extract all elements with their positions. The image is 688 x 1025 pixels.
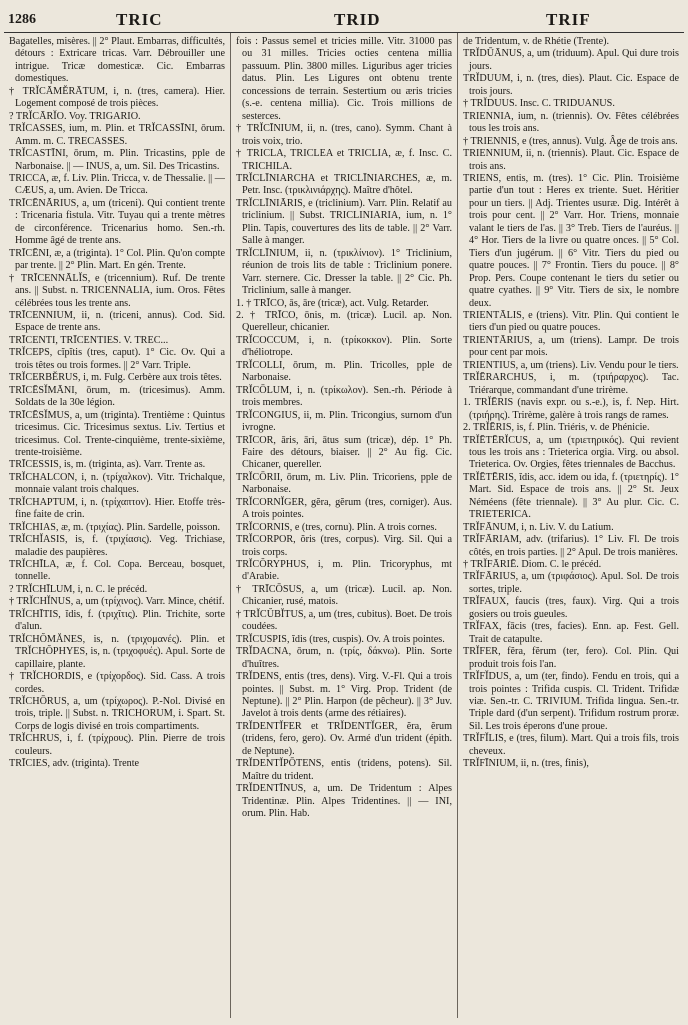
dictionary-entry: TRĬDENS, entis (tres, dens). Virg. V.-Fl. Qui a trois pointes. || Subst. m. 1° Virg. Prop. Trident (de Neptune). || 2° Plin. Harpon (de pêcheur). || 3° Juv. Javelot à trois dents (arme des rétiaires). bbox=[236, 671, 452, 720]
dictionary-entry: TRĪCENNIUM, ii, n. (triceni, annus). Cod. Sid. Espace de trente ans. bbox=[9, 309, 225, 334]
dictionary-entry: TRĬCORPOR, ŏris (tres, corpus). Virg. Sil. Qui a trois corps. bbox=[236, 534, 452, 558]
dictionary-entry: TRĬCHŎMĂNES, is, n. (τριχομανές). Plin. et TRĬCHŎPHYES, is, n. (τριχοφυές). Apul. Sorte de capillaire, plante. bbox=[9, 633, 225, 670]
dictionary-entry: TRĪCIES, adv. (triginta). Trente bbox=[9, 758, 140, 770]
dictionary-entry: TRĪCĒNI, æ, a (triginta). 1° Col. Plin. Qu'on compte par trente. || 2° Plin. Mart. En gén. Trente. bbox=[9, 247, 225, 272]
columns bbox=[4, 33, 684, 1018]
dictionary-entry: TRICCA, æ, f. Liv. Plin. Tricca, v. de Thessalie. || — CÆUS, a, um. Avien. De Tricca. bbox=[9, 172, 225, 197]
dictionary-entry: TRĬCŌRII, ōrum, m. Liv. Plin. Tricoriens, pple de Narbonaise. bbox=[236, 471, 452, 496]
dictionary-entry: ? TRĬCHĪLUM, i, n. C. le précéd. bbox=[9, 583, 148, 595]
dictionary-entry: TRIENNIUM, ii, n. (triennis). Plaut. Cic. Espace de trois ans. bbox=[463, 148, 679, 172]
dictionary-entry: TRĬCERBĔRUS, i, m. Fulg. Cerbère aux trois têtes. bbox=[9, 372, 222, 384]
running-header bbox=[4, 6, 684, 33]
dictionary-entry: TRĬFĬDUS, a, um (ter, findo). Fendu en trois, qui a trois pointes : Trifida cuspis. Cl. Trident. Trifidæ viæ. Sen.-tr. C. TRIVIUM. Trifida lingua. Sen.-tr. Triple dard (d'un serpent). Trifidum rostrum proræ. Sil. Les trois éperons d'une proue. bbox=[463, 671, 679, 732]
dictionary-entry: TRĪCĒSĬMUS, a, um (triginta). Trentième : Quintus tricesimus. Cic. Tricesimus sextus. Liv. Tertius et tricesimus. Col. Trente-cinquième, trente-sixième, trente-troisième. bbox=[9, 409, 225, 458]
dictionary-entry: TRĬCHŌRUS, a, um (τρίχωρος). P.-Nol. Divisé en trois, triple. || Subst. n. TRICHORUM, i. Spart. St. Corps de logis divisé en trois compartiments. bbox=[9, 696, 225, 732]
dictionary-entry: † TRICLA, TRICLEA et TRICLIA, æ, f. Insc. C. TRICHILA. bbox=[236, 148, 452, 172]
dictionary-entry: TRĬCASSES, ium, m. Plin. et TRĬCASSĪNI, ōrum. Amm. m. C. TRECASSES. bbox=[9, 123, 225, 147]
dictionary-entry: de Tridentum, v. de Rhétie (Trente). bbox=[463, 36, 610, 47]
dictionary-entry: TRĬCOLLI, ōrum, m. Plin. Tricolles, pple de Narbonaise. bbox=[236, 359, 452, 384]
dictionary-entry: TRĬCŎRYPHUS, i, m. Plin. Tricoryphus, mt d'Arabie. bbox=[236, 559, 452, 583]
dictionary-entry: † TRĬCŬBĬTUS, a, um (tres, cubitus). Boet. De trois coudées. bbox=[236, 608, 452, 633]
dictionary-entry: TRĬĒRARCHUS, i, m. (τριήραρχος). Tac. Triérarque, commandant d'une trirème. bbox=[463, 372, 679, 396]
dictionary-entry: 2. † TRĪCO, ōnis, m. (tricæ). Lucil. ap. Non. Querelleur, chicanier. bbox=[236, 309, 452, 334]
dictionary-entry: Bagatelles, misères. || 2° Plaut. Embarras, difficultés, détours : Extricare tricas. Varr. Débrouiller une intrigue. Tricæ domesticæ. Cic. Embarras domestiques. bbox=[9, 36, 225, 85]
dictionary-entry: TRĬDACNA, ōrum, n. (τρίς, δάκνω). Plin. Sorte d'huîtres. bbox=[236, 646, 452, 670]
dictionary-entry: † TRIENNIS, e (tres, annus). Vulg. Âge de trois ans. bbox=[463, 135, 678, 147]
dictionary-entry: TRĬDŪĀNUS, a, um (triduum). Apul. Qui dure trois jours. bbox=[463, 48, 679, 72]
dictionary-entry: TRĬCORNIS, e (tres, cornu). Plin. A trois cornes. bbox=[236, 521, 437, 533]
dictionary-entry: TRĬCHALCON, i, n. (τρίχαλκον). Vitr. Trichalque, monnaie valant trois chalques. bbox=[9, 471, 225, 496]
dictionary-entry: TRĬDENTĬPŌTENS, entis (tridens, potens). Sil. Maître du trident. bbox=[236, 758, 452, 782]
dictionary-entry: TRĬCHĬASIS, is, f. (τριχίασις). Veg. Trichiase, maladie des paupières. bbox=[9, 534, 225, 558]
dictionary-entry: TRĬFAUX, faucis (tres, faux). Virg. Qui a trois gosiers ou trois gueules. bbox=[463, 596, 679, 620]
dictionary-entry: TRIENTĀRIUS, a, um (triens). Lampr. De trois pour cent par mois. bbox=[463, 334, 679, 359]
dictionary-entry: † TRĬCĀMĔRĀTUM, i, n. (tres, camera). Hier. Logement composé de trois pièces. bbox=[9, 85, 225, 110]
column-left bbox=[4, 33, 230, 1018]
dictionary-entry: TRĬCASTĪNI, ōrum, m. Plin. Tricastins, pple de Narbonaise. || — INUS, a, um. Sil. Des Tricastins. bbox=[9, 148, 225, 172]
dictionary-entry: TRĬCUSPIS, ĭdis (tres, cuspis). Ov. A trois pointes. bbox=[236, 633, 445, 645]
column-right bbox=[457, 33, 684, 1018]
dictionary-entry: TRĪCENTI, TRĪCENTIES. V. TREC... bbox=[9, 334, 169, 346]
dictionary-entry: TRĬCHRUS, i, f. (τρίχρους). Plin. Pierre de trois couleurs. bbox=[9, 733, 225, 757]
dictionary-entry: TRĬFĬLIS, e (tres, filum). Mart. Qui a trois fils, trois cheveux. bbox=[463, 733, 679, 757]
dictionary-entry: TRĬCHĪLA, æ, f. Col. Copa. Berceau, bosquet, tonnelle. bbox=[9, 559, 225, 583]
dictionary-entry: † TRĪCŌSUS, a, um (tricæ). Lucil. ap. Non. Chicanier, rusé, matois. bbox=[236, 583, 452, 608]
dictionary-entry: TRĪCĒNĀRIUS, a, um (triceni). Qui contient trente : Tricenaria fistula. Vitr. Tuyau qui a trente mètres de circonférence. Tricenarius homo. Sen.-rh. Homme âgé de trente ans. bbox=[9, 197, 225, 247]
guide-word-center: TRID bbox=[334, 10, 381, 29]
dictionary-entry: TRĪCĒSĬMĀNI, ōrum, m. (tricesimus). Amm. Soldats de la 30e légion. bbox=[9, 384, 225, 409]
dictionary-entry: TRĬFĪNIUM, ii, n. (tres, finis), bbox=[463, 758, 589, 770]
dictionary-entry: TRĬCEPS, cĭpĭtis (tres, caput). 1° Cic. Ov. Qui a trois têtes ou trois formes. || 2° Varr. Triple. bbox=[9, 347, 225, 371]
dictionary-entry: † TRĬCHĬNUS, a, um (τρίχινος). Varr. Mince, chétif. bbox=[9, 596, 225, 608]
dictionary-entry: TRĬDENTĬFER et TRĬDENTĬGER, ĕra, ĕrum (tridens, fero, gero). Ov. Armé d'un trident (épith. de Neptune). bbox=[236, 720, 452, 757]
guide-word-right: TRIF bbox=[546, 10, 591, 29]
dictionary-entry: TRĬĒTĒRĬCUS, a, um (τριετηρικός). Qui revient tous les trois ans : Trieterica orgia. Virg. ou absol. Trieterica. Ov. Orgies, fêtes triennales de Bacchus. bbox=[463, 434, 679, 471]
dictionary-entry: fois : Passus semel et tricies mille. Vitr. 31000 pas ou 31 milles. Tricies octies centena millia passuum. Plin. 3800 milles. Liguribus ager tricies datus. Plin. Les Ligures ont obtenu trente concessions de terrain. Sestertium ou æris tricies (s.-e. centena millia). Cic. Trois millions de sesterces. bbox=[236, 36, 452, 122]
dictionary-entry: † TRĬFĀRIĒ. Diom. C. le précéd. bbox=[463, 559, 602, 571]
dictionary-entry: TRĬCHIAS, æ, m. (τριχίας). Plin. Sardelle, poisson. bbox=[9, 521, 221, 533]
dictionary-entry: TRĬĒTĒRIS, ĭdis, acc. idem ou ida, f. (τριετηρίς). 1° Mart. Sid. Espace de trois ans. || 2° St. Jeux Néméens (fête triennale). || 3° Au plur. Cic. C. TRIETERICA. bbox=[463, 471, 679, 521]
dictionary-entry: TRĬCŌLUM, i, n. (τρίκωλον). Sen.-rh. Période à trois membres. bbox=[236, 384, 452, 409]
page-number: 1286 bbox=[8, 12, 36, 27]
dictionary-entry: TRIENS, entis, m. (tres). 1° Cic. Plin. Troisième partie d'un tout : Heres ex triente. Suet. Héritier pour un tiers. || Adj. Trientes usuræ. Dig. Intérêt à trois pour cent. || 2° Varr. Hor. Triens, monnaie valant le tiers de l'as. || 3° Treb. Tiers de l'auréus. || 4° Hor. Tiers de la livre ou quatre onces. || 5° Col. Tiers d'un jugérum. || 6° Vitr. Tiers du pied ou quatre pouces. || 7° Frontin. Tiers du pouce. || 8° Prop. Pers. Coupe contenant le tiers du setier ou quatre cyathes. || 9° Vitr. Tiers de six, le nombre deux. bbox=[463, 172, 679, 309]
dictionary-entry: TRĬFĀRIUS, a, um (τριφάσιος). Apul. Sol. De trois sortes, triple. bbox=[463, 571, 679, 595]
dictionary-entry: † TRĬCĪNIUM, ii, n. (tres, cano). Symm. Chant à trois voix, trio. bbox=[236, 123, 452, 147]
dictionary-entry: TRĬCHAPTUM, i, n. (τρίχαπτον). Hier. Etoffe très-fine faite de crin. bbox=[9, 496, 225, 521]
dictionary-entry: TRIENTĀLIS, e (triens). Vitr. Plin. Qui contient le tiers d'un pied ou quatre pouces. bbox=[463, 309, 679, 334]
dictionary-entry: † TRĪCENNĀLĬS, e (tricennium). Ruf. De trente ans. || Subst. n. TRICENNALIA, ium. Oros. Fêtes célébrées tous les trente ans. bbox=[9, 272, 225, 309]
dictionary-entry: TRĬDENTĪNUS, a, um. De Tridentum : Alpes Tridentinæ. Plin. Alpes Tridentines. || — INI, orum. Plin. Hab. bbox=[236, 783, 452, 820]
dictionary-entry: TRĬCHĪTIS, ĭdis, f. (τριχῖτις). Plin. Trichite, sorte d'alun. bbox=[9, 608, 225, 633]
dictionary-entry: TRĬCORNĬGER, gĕra, gĕrum (tres, corniger). Aus. A trois pointes. bbox=[236, 496, 452, 521]
dictionary-entry: TRIENNIA, ium, n. (triennis). Ov. Fêtes célébrées tous les trois ans. bbox=[463, 110, 679, 135]
column-center bbox=[230, 33, 457, 1018]
dictionary-entry: TRĪCESSIS, is, m. (triginta, as). Varr. Trente as. bbox=[9, 459, 206, 471]
dictionary-entry: 1. † TRĪCO, ās, āre (tricæ), act. Vulg. Retarder. bbox=[236, 297, 429, 309]
dictionary-entry: TRĬFĀNUM, i, n. Liv. V. du Latium. bbox=[463, 521, 614, 533]
dictionary-entry: TRĬDUUM, i, n. (tres, dies). Plaut. Cic. Espace de trois jours. bbox=[463, 73, 679, 97]
dictionary-entry: † TRĬDUUS. Insc. C. TRIDUANUS. bbox=[463, 98, 615, 110]
dictionary-entry: TRĬCLĪNIARCHA et TRICLĪNIARCHES, æ, m. Petr. Insc. (τρικλινιάρχης). Maître d'hôtel. bbox=[236, 172, 452, 197]
dictionary-entry: TRĬCLĪNIUM, ii, n. (τρικλίνιον). 1° Triclinium, réunion de trois lits de table : Triclinium ponere. Varr. sternere. Cic. Dresser la table. || 2° Cic. Ph. Triclinium, salle à manger. bbox=[236, 247, 452, 297]
dictionary-entry: TRĪCOR, āris, āri, ātus sum (tricæ), dép. 1° Ph. Faire des détours, biaiser. || 2° Au fig. Cic. Chicaner, quereller. bbox=[236, 434, 452, 471]
dictionary-entry: † TRĬCHORDIS, e (τρίχορδος). Sid. Cass. A trois cordes. bbox=[9, 671, 225, 695]
dictionary-entry: 2. TRĬĒRIS, is, f. Plin. Triéris, v. de Phénicie. bbox=[463, 422, 650, 434]
dictionary-entry: TRĬCOCCUM, i, n. (τρίκοκκον). Plin. Sorte d'héliotrope. bbox=[236, 334, 452, 359]
dictionary-entry: TRĬFAX, fācis (tres, facies). Enn. ap. Fest. Gell. Trait de catapulte. bbox=[463, 621, 679, 645]
dictionary-entry: TRĬFER, fĕra, fĕrum (ter, fero). Col. Plin. Qui produit trois fois l'an. bbox=[463, 646, 679, 670]
dictionary-entry: TRĬFĀRIAM, adv. (trifarius). 1° Liv. Fl. De trois côtés, en trois parties. || 2° Apul. De trois manières. bbox=[463, 534, 679, 558]
dictionary-entry: ? TRĬCĀRĬO. Voy. TRIGARIO. bbox=[9, 110, 141, 122]
dictionary-entry: TRIENTIUS, a, um (triens). Liv. Vendu pour le tiers. bbox=[463, 359, 679, 371]
guide-word-left: TRIC bbox=[116, 10, 163, 29]
dictionary-entry: TRĬCONGIUS, ii, m. Plin. Tricongius, surnom d'un ivrogne. bbox=[236, 409, 452, 434]
dictionary-entry: 1. TRĬĒRIS (navis expr. ou s.-e.), is, f. Nep. Hirt. (τριήρης). Trirème, galère à trois rangs de rames. bbox=[463, 397, 679, 421]
dictionary-entry: TRĬCLĪNIĀRIS, e (triclinium). Varr. Plin. Relatif au triclinium. || Subst. TRICLINIARIA, ium, n. 1° Plin. Tapis, couvertures des lits de table. || 2° Varr. Salle à manger. bbox=[236, 197, 452, 247]
